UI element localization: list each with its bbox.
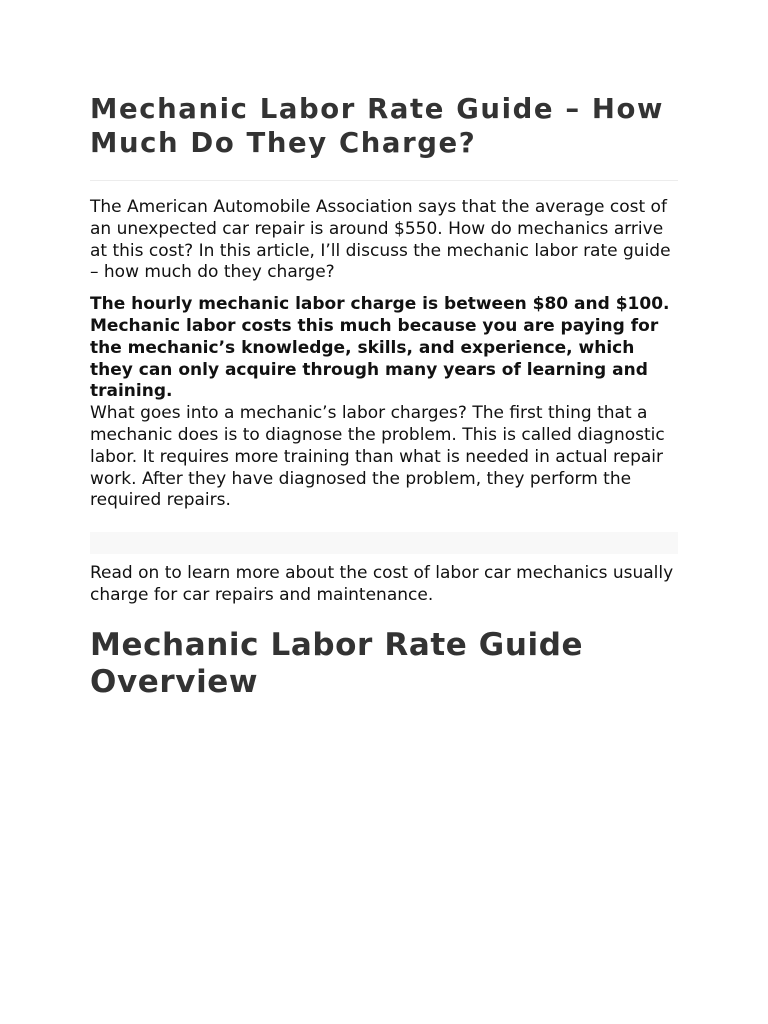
details-paragraph: What goes into a mechanic’s labor charges? The first thing that a mechanic does is to diagnose the problem. This is called diagnostic labor. It requires more training than what is needed in actual repair work. After they have diagnosed the problem, they perform the required repairs. bbox=[90, 403, 665, 511]
article bbox=[90, 92, 678, 701]
ad-placeholder bbox=[90, 532, 678, 554]
article-title: Mechanic Labor Rate Guide – How Much Do They Charge? bbox=[90, 93, 664, 159]
intro-paragraph: The American Automobile Association says that the average cost of an unexpected car repair is around $550. How do mechanics arrive at this cost? In this article, I’ll discuss the mechanic labor rate guide – how much do they charge? bbox=[90, 197, 671, 283]
read-on-paragraph: Read on to learn more about the cost of labor car mechanics usually charge for car repairs and maintenance. bbox=[90, 563, 674, 605]
title-divider bbox=[90, 180, 678, 181]
summary-paragraph: The hourly mechanic labor charge is between $80 and $100. Mechanic labor costs this much because you are paying for the mechanic’s knowledge, skills, and experience, which they can only acquire through many years of learning and training. bbox=[90, 294, 670, 402]
section-heading: Mechanic Labor Rate Guide Overview bbox=[90, 626, 584, 700]
